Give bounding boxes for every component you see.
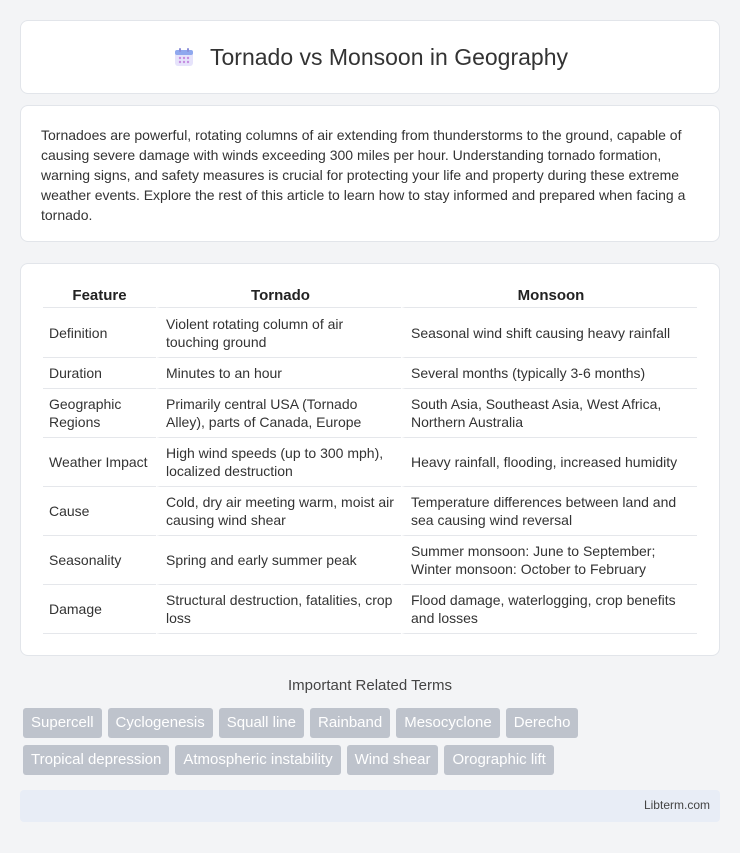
table-cell: Cause (43, 487, 156, 536)
table-cell: Structural destruction, fatalities, crop loss (156, 585, 401, 634)
table-row (43, 536, 697, 585)
table-cell: High wind speeds (up to 300 mph), localized destruction (156, 438, 401, 487)
tag-tropical-depression[interactable]: Tropical depression (23, 745, 169, 775)
table-row (43, 358, 697, 389)
related-terms (23, 708, 723, 782)
table-cell: Spring and early summer peak (156, 536, 401, 585)
column-header: Monsoon (401, 284, 697, 308)
table-cell: Primarily central USA (Tornado Alley), parts of Canada, Europe (156, 389, 401, 438)
table-cell: Geographic Regions (43, 389, 156, 438)
table-row (43, 438, 697, 487)
intro-card (20, 105, 720, 242)
table-cell: Damage (43, 585, 156, 634)
table-row (43, 487, 697, 536)
table-row (43, 389, 697, 438)
tag-atmospheric-instability[interactable]: Atmospheric instability (175, 745, 340, 775)
table-cell: Several months (typically 3-6 months) (401, 358, 697, 389)
tag-row (23, 745, 723, 775)
table-cell: Minutes to an hour (156, 358, 401, 389)
tag-rainband[interactable]: Rainband (310, 708, 390, 738)
tag-supercell[interactable]: Supercell (23, 708, 102, 738)
table-cell: Temperature differences between land and sea causing wind reversal (401, 487, 697, 536)
table-cell: Seasonal wind shift causing heavy rainfall (401, 308, 697, 358)
comparison-card (20, 263, 720, 656)
table-header-row (43, 284, 697, 308)
related-terms-title: Important Related Terms (288, 677, 452, 694)
comparison-table (43, 284, 697, 634)
table-cell: Cold, dry air meeting warm, moist air causing wind shear (156, 487, 401, 536)
tag-derecho[interactable]: Derecho (506, 708, 579, 738)
footer (20, 790, 720, 822)
title-card (20, 20, 720, 94)
table-cell: Heavy rainfall, flooding, increased humidity (401, 438, 697, 487)
column-header: Tornado (156, 284, 401, 308)
tag-orographic-lift[interactable]: Orographic lift (444, 745, 553, 775)
table-cell: Definition (43, 308, 156, 358)
calendar-icon (172, 45, 196, 69)
table-cell: Duration (43, 358, 156, 389)
tag-cyclogenesis[interactable]: Cyclogenesis (108, 708, 213, 738)
page-title: Tornado vs Monsoon in Geography (210, 43, 568, 70)
tag-mesocyclone[interactable]: Mesocyclone (396, 708, 500, 738)
table-cell: Weather Impact (43, 438, 156, 487)
table-row (43, 585, 697, 634)
table-cell: Summer monsoon: June to September; Winter monsoon: October to February (401, 536, 697, 585)
table-cell: Flood damage, waterlogging, crop benefits and losses (401, 585, 697, 634)
footer-brand[interactable]: Libterm.com (643, 798, 710, 812)
table-row (43, 308, 697, 358)
intro-text: Tornadoes are powerful, rotating columns of air extending from thunderstorms to the ground, capable of causing severe damage with winds exceeding 300 miles per hour. Understanding tornado formation, warning signs, and safety measures is crucial for protecting your life and property during these extreme weather events. Explore the rest of this article to learn how to stay informed and prepared when facing a tornado. (41, 127, 686, 223)
table-cell: South Asia, Southeast Asia, West Africa, Northern Australia (401, 389, 697, 438)
column-header: Feature (43, 284, 156, 308)
table-cell: Violent rotating column of air touching ground (156, 308, 401, 358)
tag-wind-shear[interactable]: Wind shear (347, 745, 439, 775)
table-cell: Seasonality (43, 536, 156, 585)
tag-row (23, 708, 723, 738)
tag-squall-line[interactable]: Squall line (219, 708, 304, 738)
